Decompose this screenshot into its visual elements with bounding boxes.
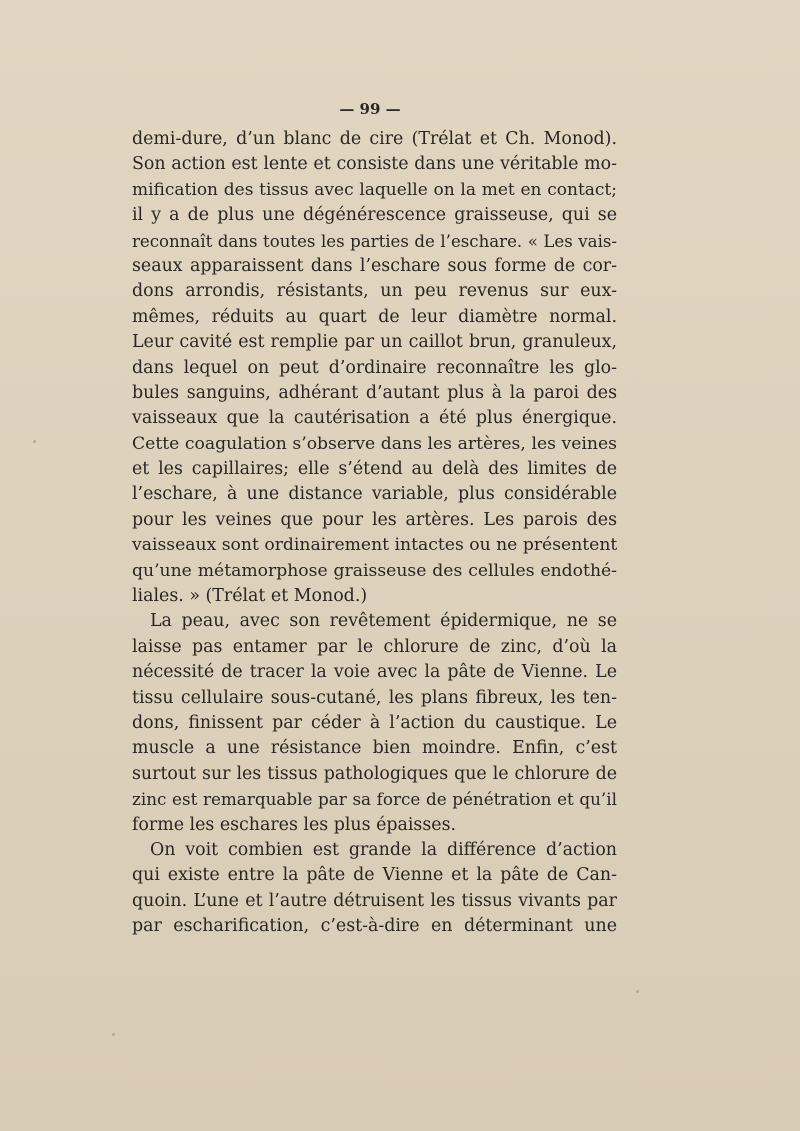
text-line: tissu cellulaire sous-cutané, les plans fibreux, les ten- <box>132 687 617 708</box>
text-line: vaisseaux sont ordinairement intactes ou ne présentent <box>132 535 618 556</box>
text-line: laisse pas entamer par le chlorure de zinc, d’où la <box>132 636 617 657</box>
text-line: Cette coagulation s’observe dans les artères, les veines <box>132 433 617 454</box>
text-line: il y a de plus une dégénérescence graisseuse, qui se <box>132 205 617 226</box>
body-text <box>132 127 617 940</box>
text-line: qui existe entre la pâte de Vienne et la pâte de Can- <box>132 865 617 886</box>
text-line: dons, finissent par céder à l’action du caustique. Le <box>132 712 617 733</box>
page-number: — 99 — <box>339 100 401 118</box>
text-line: reconnaît dans toutes les parties de l’eschare. « Les vais- <box>132 231 617 251</box>
text-line: dans lequel on peut d’ordinaire reconnaître les glo- <box>132 357 617 378</box>
paper-speck <box>636 990 639 993</box>
paragraph-start: On voit combien est grande la différence d’action <box>150 839 617 860</box>
text-line: seaux apparaissent dans l’eschare sous forme de cor- <box>132 255 617 276</box>
text-line: nécessité de tracer la voie avec la pâte de Vienne. Le <box>132 662 617 683</box>
text-line: muscle a une résistance bien moindre. Enfin, c’est <box>132 738 617 759</box>
text-line: pour les veines que pour les artères. Les parois des <box>132 509 617 530</box>
text-line: l’eschare, à une distance variable, plus considérable <box>132 484 617 505</box>
text-line: qu’une métamorphose graisseuse des cellules endothé- <box>132 560 617 581</box>
text-line: forme les eschares les plus épaisses. <box>132 814 457 835</box>
text-line: Leur cavité est remplie par un caillot brun, granuleux, <box>132 332 617 353</box>
text-line: surtout sur les tissus pathologiques que le chlorure de <box>132 763 617 784</box>
text-line: quoin. L’une et l’autre détruisent les tissus vivants par <box>132 890 617 911</box>
text-line: zinc est remarquable par sa force de pénétration et qu’il <box>132 789 617 810</box>
text-line: bules sanguins, adhérant d’autant plus à la paroi des <box>132 382 617 403</box>
text-line: par escharification, c’est-à-dire en déterminant une <box>132 916 617 937</box>
text-line: mification des tissus avec laquelle on la met en contact; <box>132 179 617 200</box>
text-line: dons arrondis, résistants, un peu revenus sur eux- <box>132 281 617 302</box>
text-line: liales. » (Trélat et Monod.) <box>132 586 368 607</box>
text-line: Son action est lente et consiste dans une véritable mo- <box>132 154 617 175</box>
text-line: demi-dure, d’un blanc de cire (Trélat et Ch. Monod). <box>132 129 617 149</box>
paper-speck <box>33 440 36 443</box>
text-line: et les capillaires; elle s’étend au delà des limites de <box>132 459 617 480</box>
paper-speck <box>112 1033 115 1036</box>
text-line: mêmes, réduits au quart de leur diamètre normal. <box>132 306 617 327</box>
text-line: vaisseaux que la cautérisation a été plus énergique. <box>132 408 617 429</box>
paragraph-start: La peau, avec son revêtement épidermique, ne se <box>150 611 617 632</box>
